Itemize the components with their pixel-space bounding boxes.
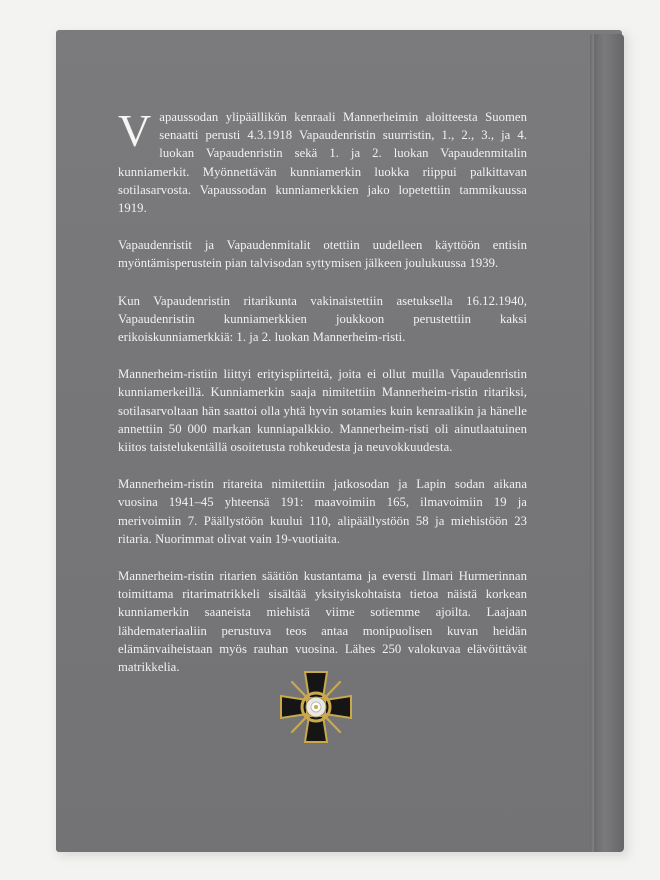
- paragraph-5: Mannerheim-ristin ritareita nimitettiin jatkosodan ja Lapin sodan aikana vuosina 1941–45 yhteensä 191: maavoimiin 165, ilmavoimiin 19 ja merivoimiin 7. Päällystöön kuului 110, alipäällystöön 58 ja miehistöön 23 ritaria. Nuorimmat olivat vain 19-vuotiaita.: [118, 477, 527, 546]
- mannerheim-cross-icon: [278, 668, 354, 746]
- paragraph-1-text: apaussodan ylipäällikön kenraali Mannerheimin aloitteesta Suomen senaatti perusti 4.3.1918 Vapaudenristin suurristin, 1., 2., 3., ja 4. luokan Vapaudenristin sekä 1. ja 2. luokan Vapaudenmitalin kunniamerkit. Myönnettävän kunniamerkin luokka riippui palkittavan sotilasarvosta. Vapaussodan kunniamerkkien jako lopetettiin tammikuussa 1919.: [118, 110, 527, 216]
- book-hinge: [590, 34, 594, 852]
- blurb-text: [118, 105, 527, 695]
- paragraph-3: Kun Vapaudenristin ritarikunta vakinaistettiin asetuksella 16.12.1940, Vapaudenristin kunniamerkkien joukkoon perustettiin kaksi erikoiskunniamerkkiä: 1. ja 2. luokan Mannerheim-risti.: [118, 293, 527, 345]
- drop-cap: V: [118, 105, 152, 156]
- book-spine-edge: [594, 34, 624, 852]
- paragraph-1: [118, 105, 527, 217]
- paragraph-6: Mannerheim-ristin ritarien säätiön kustantama ja eversti Ilmari Hurmerinnan toimittama ritarimatrikkeli sisältää yksityiskohtaista tietoa näistä korkean kunniamerkin saaneista miehistä viime sotiemme ajoilta. Laajaan lähdemateriaaliin perustuva teos antaa monipuolisen kuvan heidän elämänvaiheistaan myös rauhan vuosina. Lähes 250 valokuvaa elävöittävät matrikkelia.: [118, 569, 527, 675]
- paragraph-4: Mannerheim-ristiin liittyi erityispiirteitä, joita ei ollut muilla Vapaudenristin kunniamerkeillä. Kunniamerkin saaja nimitettiin Mannerheim-ristin ritariksi, sotilasarvoltaan hän saattoi olla yhtä hyvin sotamies kuin kenraalikin ja hänelle annettiin 50 000 markan kunniapalkkio. Mannerheim-risti oli ainutlaatuinen kiitos taistelukentällä osoitetusta rohkeudesta ja neuvokkuudesta.: [118, 367, 527, 455]
- paragraph-2: Vapaudenristit ja Vapaudenmitalit otettiin uudelleen käyttöön entisin myöntämisperustein pian talvisodan syttymisen jälkeen joulukuussa 1939.: [118, 238, 527, 271]
